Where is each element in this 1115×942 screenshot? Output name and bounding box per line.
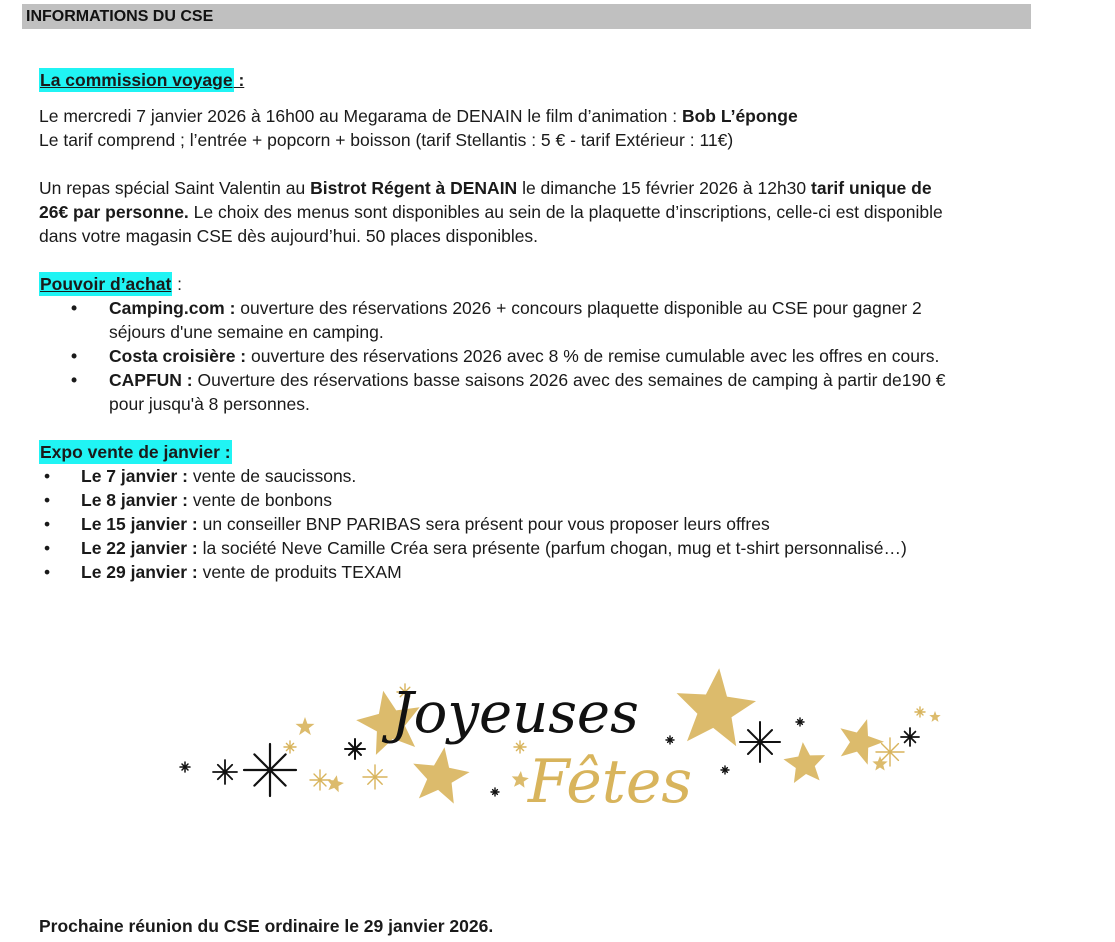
list-item-text-cont: séjours d'une semaine en camping.: [109, 322, 384, 342]
gold-sparkle-icon: [284, 741, 296, 753]
p2-restaurant: Bistrot Régent à DENAIN: [310, 178, 518, 198]
list-item-text: Ouverture des réservations basse saisons 2026 avec des semaines de camping à partir de190 €: [192, 370, 946, 390]
list-item-text: ouverture des réservations 2026 + concours plaquette disponible au CSE pour gagner 2: [235, 298, 922, 318]
list-item: [39, 344, 1039, 368]
gold-sparkle-icon: [363, 765, 387, 789]
gold-sparkle-icon: [915, 707, 925, 717]
section-expo: [39, 440, 1039, 584]
list-item: [39, 536, 1039, 560]
list-item: [39, 296, 1039, 344]
black-sparkle-icon: [180, 762, 190, 772]
voyage-line-1: [39, 104, 1039, 128]
gold-star-icon: [512, 771, 529, 788]
section-title-achat-colon: :: [172, 274, 183, 294]
list-item-text: ouverture des réservations 2026 avec 8 % de remise cumulable avec les offres en cours.: [246, 346, 940, 366]
header-title: INFORMATIONS DU CSE: [26, 8, 214, 25]
list-item-label: Le 7 janvier :: [81, 466, 188, 486]
gold-star-icon: [296, 717, 315, 735]
banner-word-fetes: Fêtes: [527, 747, 693, 817]
black-sparkle-icon: [796, 718, 804, 726]
holiday-banner: [160, 652, 950, 832]
black-sparkle-icon: [213, 760, 237, 784]
section-voyage: [39, 68, 1039, 248]
document-body: [39, 68, 1039, 584]
list-item-text: un conseiller BNP PARIBAS sera présent pour vous proposer leurs offres: [197, 514, 770, 534]
gold-star-icon: [784, 742, 826, 783]
list-item: [39, 368, 1039, 416]
gold-star-icon: [872, 756, 887, 771]
voyage-line-1-text: Le mercredi 7 janvier 2026 à 16h00 au Megarama de DENAIN le film d’animation :: [39, 106, 682, 126]
p2-a: Un repas spécial Saint Valentin au: [39, 178, 311, 198]
section-title-voyage: La commission voyage: [40, 70, 233, 90]
section-title-achat: Pouvoir d’achat: [40, 274, 172, 294]
black-sparkle-icon: [721, 766, 729, 774]
list-item: [39, 560, 1039, 584]
p2-c: le dimanche 15 février 2026 à 12h30: [517, 178, 812, 198]
list-item-label: Le 29 janvier :: [81, 562, 198, 582]
expo-list: [39, 464, 1039, 584]
section-achat: [39, 272, 1039, 416]
list-item-label: CAPFUN :: [109, 370, 193, 390]
list-item: [39, 464, 1039, 488]
p2-g: dans votre magasin CSE dès aujourd’hui. 50 places disponibles.: [39, 226, 539, 246]
gold-sparkle-icon: [310, 770, 330, 790]
list-item: [39, 488, 1039, 512]
list-item-text: vente de saucissons.: [188, 466, 357, 486]
p2-price: 26€ par personne.: [39, 202, 189, 222]
list-item-label: Costa croisière :: [109, 346, 247, 366]
p2-price-label: tarif unique de: [811, 178, 932, 198]
p2-f: Le choix des menus sont disponibles au sein de la plaquette d’inscriptions, celle-ci est disponible: [188, 202, 943, 222]
voyage-paragraph-2: [39, 176, 1039, 248]
voyage-line-2: Le tarif comprend ; l’entrée + popcorn + boisson (tarif Stellantis : 5 € - tarif Extérieur : 11€): [39, 130, 734, 150]
list-item: [39, 512, 1039, 536]
black-sparkle-icon: [901, 728, 919, 746]
gold-star-icon: [327, 775, 344, 792]
film-title: Bob L’éponge: [681, 106, 798, 126]
section-title-expo: Expo vente de janvier :: [40, 442, 231, 462]
black-sparkle-icon: [740, 722, 780, 762]
achat-list: [39, 296, 1039, 416]
gold-star-icon: [840, 719, 884, 765]
black-sparkle-icon: [491, 788, 499, 796]
list-item-label: Le 22 janvier :: [81, 538, 198, 558]
black-sparkle-icon: [666, 736, 674, 744]
list-item-text: la société Neve Camille Créa sera présente (parfum chogan, mug et t-shirt personnalisé…): [197, 538, 907, 558]
list-item-text-cont: pour jusqu'à 8 personnes.: [109, 394, 310, 414]
page-header: [22, 4, 1031, 29]
gold-star-icon: [929, 711, 940, 722]
black-sparkle-icon: [244, 744, 296, 796]
section-title-voyage-colon: :: [233, 70, 245, 90]
list-item-label: Le 8 janvier :: [81, 490, 188, 510]
banner-word-joyeuses: Joyeuses: [391, 681, 639, 746]
list-item-label: Camping.com :: [109, 298, 236, 318]
gold-star-icon: [413, 747, 469, 803]
list-item-text: vente de produits TEXAM: [197, 562, 402, 582]
list-item-text: vente de bonbons: [188, 490, 333, 510]
list-item-label: Le 15 janvier :: [81, 514, 198, 534]
footer-note: Prochaine réunion du CSE ordinaire le 29 janvier 2026.: [39, 916, 494, 936]
black-sparkle-icon: [345, 739, 365, 759]
gold-star-icon: [677, 668, 756, 746]
